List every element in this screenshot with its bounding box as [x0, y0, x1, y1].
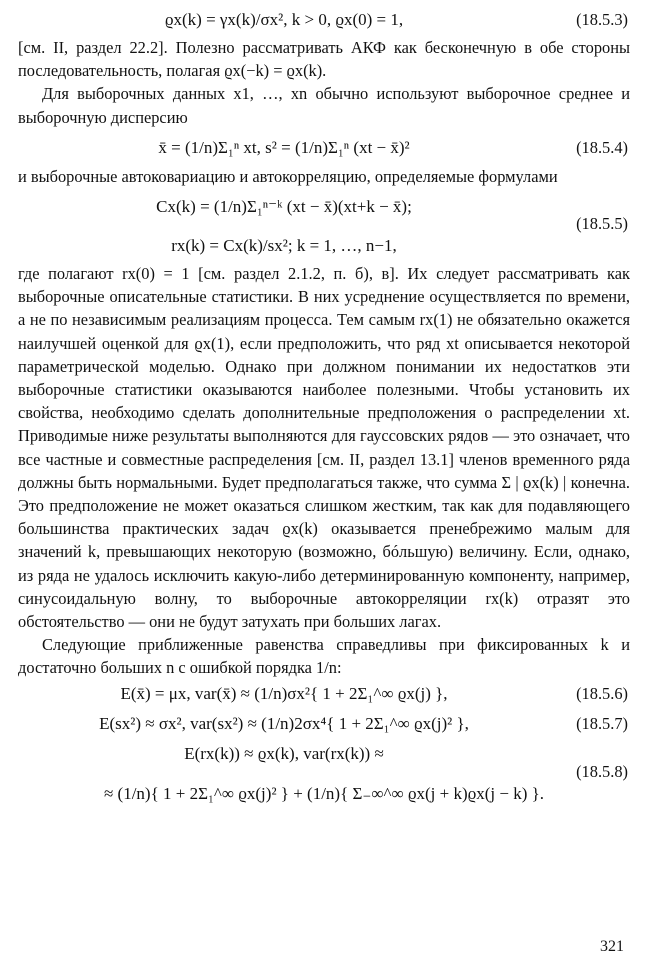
equation-18-5-8-line2: [18, 780, 630, 810]
equation-text: ϱx(k) = γx(k)/σx², k > 0, ϱx(0) = 1,: [164, 10, 404, 29]
page-number: 321: [600, 938, 624, 955]
equation-number: (18.5.8): [576, 761, 628, 781]
equation-text: E(rx(k)) ≈ ϱx(k), var(rx(k)) ≈: [184, 743, 384, 763]
equation-number: (18.5.6): [576, 683, 628, 703]
equation-text: x̄ = (1/n)Σ₁ⁿ xt, s² = (1/n)Σ₁ⁿ (xt − x̄)²: [158, 137, 410, 157]
equation-18-5-4: [18, 129, 630, 165]
equation-18-5-5-line2: [18, 232, 630, 262]
equation-number: (18.5.5): [576, 214, 628, 234]
paragraph: Следующие приближенные равенства справедливы при фиксированных k и достаточно больших n с ошибкой порядка 1/n:: [18, 635, 630, 678]
paragraph: Для выборочных данных x1, …, xn обычно используют выборочное среднее и выборочную дисперсию: [18, 84, 630, 127]
equation-text: Cx(k) = (1/n)Σ₁ⁿ⁻ᵏ (xt − x̄)(xt+k − x̄);: [156, 197, 412, 217]
paragraph: [см. II, раздел 22.2]. Полезно рассматривать АКФ как бесконечную в обе стороны последовательность, полагая ϱx(−k) = ϱx(k).: [18, 38, 630, 81]
paragraph: и выборочные автоковариацию и автокорреляцию, определяемые формулами: [18, 166, 558, 186]
equation-18-5-7: [18, 710, 630, 740]
equation-18-5-8-line1: [18, 740, 630, 770]
equation-text: E(x̄) = μx, var(x̄) ≈ (1/n)σx²{ 1 + 2Σ₁^∞ ϱx(j) },: [120, 683, 448, 703]
equation-number: (18.5.7): [576, 713, 628, 733]
equation-number: (18.5.4): [576, 137, 628, 157]
equation-18-5-8-number-row: [18, 761, 630, 781]
equation-text: ≈ (1/n){ 1 + 2Σ₁^∞ ϱx(j)² } + (1/n){ Σ₋∞^∞ ϱx(j + k)ϱx(j − k) }.: [103, 783, 545, 803]
equation-text: rx(k) = Cx(k)/sx²; k = 1, …, n−1,: [171, 236, 397, 256]
equation-18-5-6: [18, 680, 630, 710]
equation-18-5-5-number-row: [18, 214, 630, 234]
paragraph: где полагают rx(0) = 1 [см. раздел 2.1.2, п. б), в]. Их следует рассматривать как выборочные описательные статистики. В них усреднение осуществляется по времени, а не по независимым реализациям процесса. Тем самым rx(1) не обязательно окажется наилучшей оценкой для ϱx(1), если предположить, что ряд xt описывается некоторой параметрической моделью. Однако при должном понимании их недостатков эти выборочные статистики оказываются наиболее полезными. Чтобы установить их свойства, необходимо сделать дополнительные предположения о распределении xt. Приводимые ниже результаты выполняются для гауссовских рядов — это означает, что все частные и совместные распределения [см. II, раздел 13.1] членов временного ряда должны быть нормальными. Будет предполагаться также, что сумма Σ | ϱx(k) | конечна. Это предположение не может оказаться слишком жестким, так как для подавляющего большинства практических задач ϱx(k) оказывается пренебрежимо малым для значений k, превышающих некоторую (возможно, бóльшую) величину. Если, однако, из ряда не удалось исключить какую-либо детерминированную компоненту, например, синусоидальную волну, то выборочные автокорреляции rx(k) отразят это обстоятельство — они не будут затухать при больших лагах.: [18, 264, 630, 632]
equation-18-5-3: [18, 6, 630, 36]
page-body: [18, 6, 630, 810]
equation-text: E(sx²) ≈ σx², var(sx²) ≈ (1/n)2σx⁴{ 1 + 2Σ₁^∞ ϱx(j)² },: [99, 713, 469, 733]
equation-18-5-5-line1: [18, 188, 630, 224]
equation-number: (18.5.3): [576, 10, 628, 29]
